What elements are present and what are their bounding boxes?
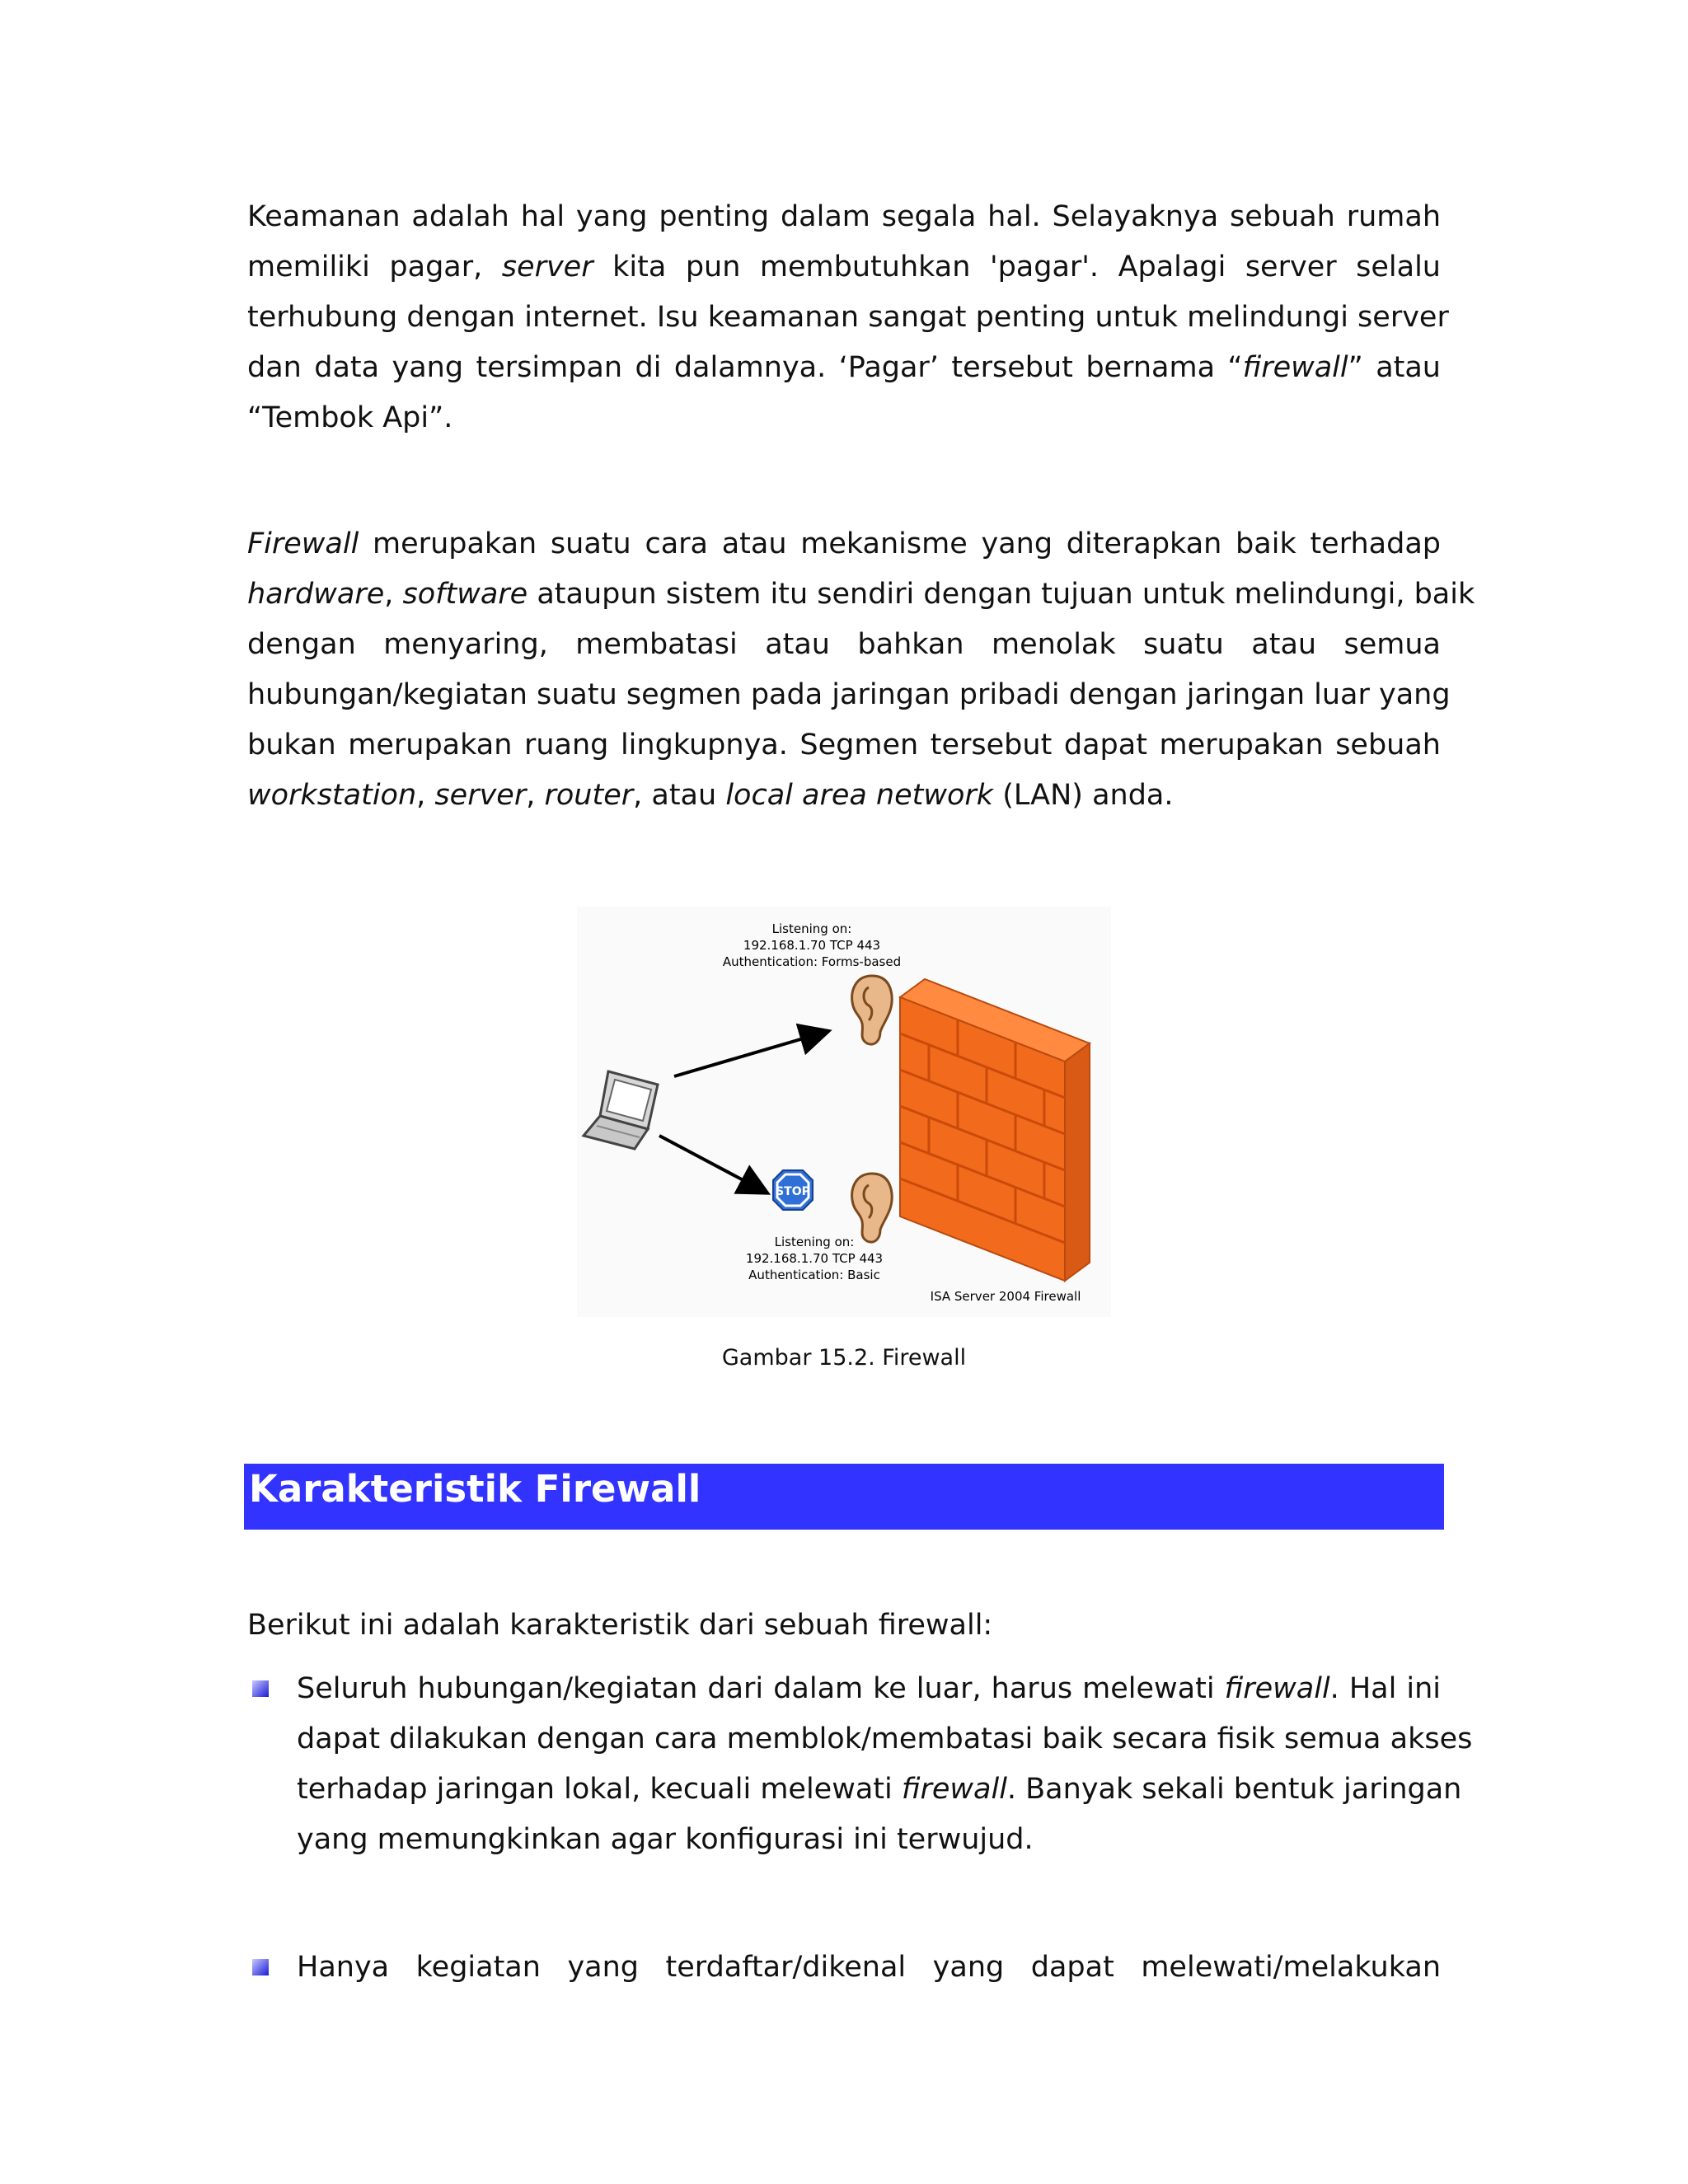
svg-text:Authentication: Basic: Authentication: Basic — [748, 1268, 880, 1282]
bullet-text — [297, 1664, 1473, 1865]
text-line: bukan merupakan ruang lingkupnya. Segmen tersebut dapat merupakan sebuah — [247, 729, 1441, 762]
italic-term: software — [402, 578, 528, 611]
text-line: dan data yang tersimpan di dalamnya. ‘Pagar’ tersebut bernama “firewall” atau — [247, 351, 1441, 384]
svg-text:192.168.1.70 TCP 443: 192.168.1.70 TCP 443 — [745, 1251, 884, 1266]
text-line: hubungan/kegiatan suatu segmen pada jaringan pribadi dengan jaringan luar yang — [247, 678, 1451, 711]
text-line: terhubung dengan internet. Isu keamanan sangat penting untuk melindungi server — [247, 301, 1449, 334]
italic-term: server — [434, 779, 527, 812]
square-bullet-icon — [252, 1959, 269, 1975]
firewall-figure — [577, 907, 1111, 1317]
svg-text:Authentication: Forms-based: Authentication: Forms-based — [722, 954, 902, 969]
paragraph-keamanan — [247, 192, 1449, 443]
text-line: “Tembok Api”. — [247, 401, 453, 434]
italic-term: Firewall — [247, 527, 359, 560]
italic-term: server — [501, 251, 593, 284]
italic-term: firewall — [1224, 1672, 1330, 1705]
paragraph-firewall-definition — [247, 519, 1475, 821]
intro-text: Berikut ini adalah karakteristik dari sebuah firewall: — [247, 1609, 993, 1642]
italic-term: workstation — [247, 779, 417, 812]
text-line: terhadap jaringan lokal, kecuali melewati firewall. Banyak sekali bentuk jaringan — [297, 1773, 1462, 1806]
bullet-item — [247, 1664, 1473, 1865]
italic-term: local area network — [725, 779, 994, 812]
stop-sign-icon — [773, 1170, 813, 1210]
svg-text:Listening on:: Listening on: — [771, 921, 852, 936]
bullet-text — [297, 1943, 1441, 1993]
text-line: Seluruh hubungan/kegiatan dari dalam ke luar, harus melewati firewall. Hal ini — [297, 1672, 1442, 1705]
text-line: workstation, server, router, atau local area network (LAN) anda. — [247, 779, 1174, 812]
svg-text:192.168.1.70 TCP 443: 192.168.1.70 TCP 443 — [743, 938, 881, 953]
square-bullet-icon — [252, 1680, 269, 1697]
text-line: dengan menyaring, membatasi atau bahkan menolak suatu atau semua — [247, 628, 1441, 661]
firewall-label: ISA Server 2004 Firewall — [930, 1289, 1081, 1304]
italic-term: firewall — [1242, 351, 1348, 384]
section-heading: Karakteristik Firewall — [244, 1464, 1444, 1530]
svg-text:STOP: STOP — [776, 1185, 810, 1198]
text-line: yang memungkinkan agar konfigurasi ini terwujud. — [297, 1823, 1034, 1856]
figure-caption: Gambar 15.2. Firewall — [721, 1345, 967, 1371]
svg-text:Listening on:: Listening on: — [774, 1235, 855, 1249]
italic-term: hardware — [247, 578, 385, 611]
text-line: Hanya kegiatan yang terdaftar/dikenal yang dapat melewati/melakukan — [297, 1951, 1441, 1984]
text-line: Firewall merupakan suatu cara atau mekanisme yang diterapkan baik terhadap — [247, 527, 1441, 560]
italic-term: firewall — [901, 1773, 1007, 1806]
text-line: memiliki pagar, server kita pun membutuhkan 'pagar'. Apalagi server selalu — [247, 251, 1441, 284]
text-line: hardware, software ataupun sistem itu sendiri dengan tujuan untuk melindungi, baik — [247, 578, 1475, 611]
text-line: dapat dilakukan dengan cara memblok/membatasi baik secara fisik semua akses — [297, 1722, 1473, 1755]
bullet-item — [247, 1943, 1441, 1993]
text-line: Keamanan adalah hal yang penting dalam segala hal. Selayaknya sebuah rumah — [247, 200, 1441, 233]
italic-term: router — [544, 779, 634, 812]
